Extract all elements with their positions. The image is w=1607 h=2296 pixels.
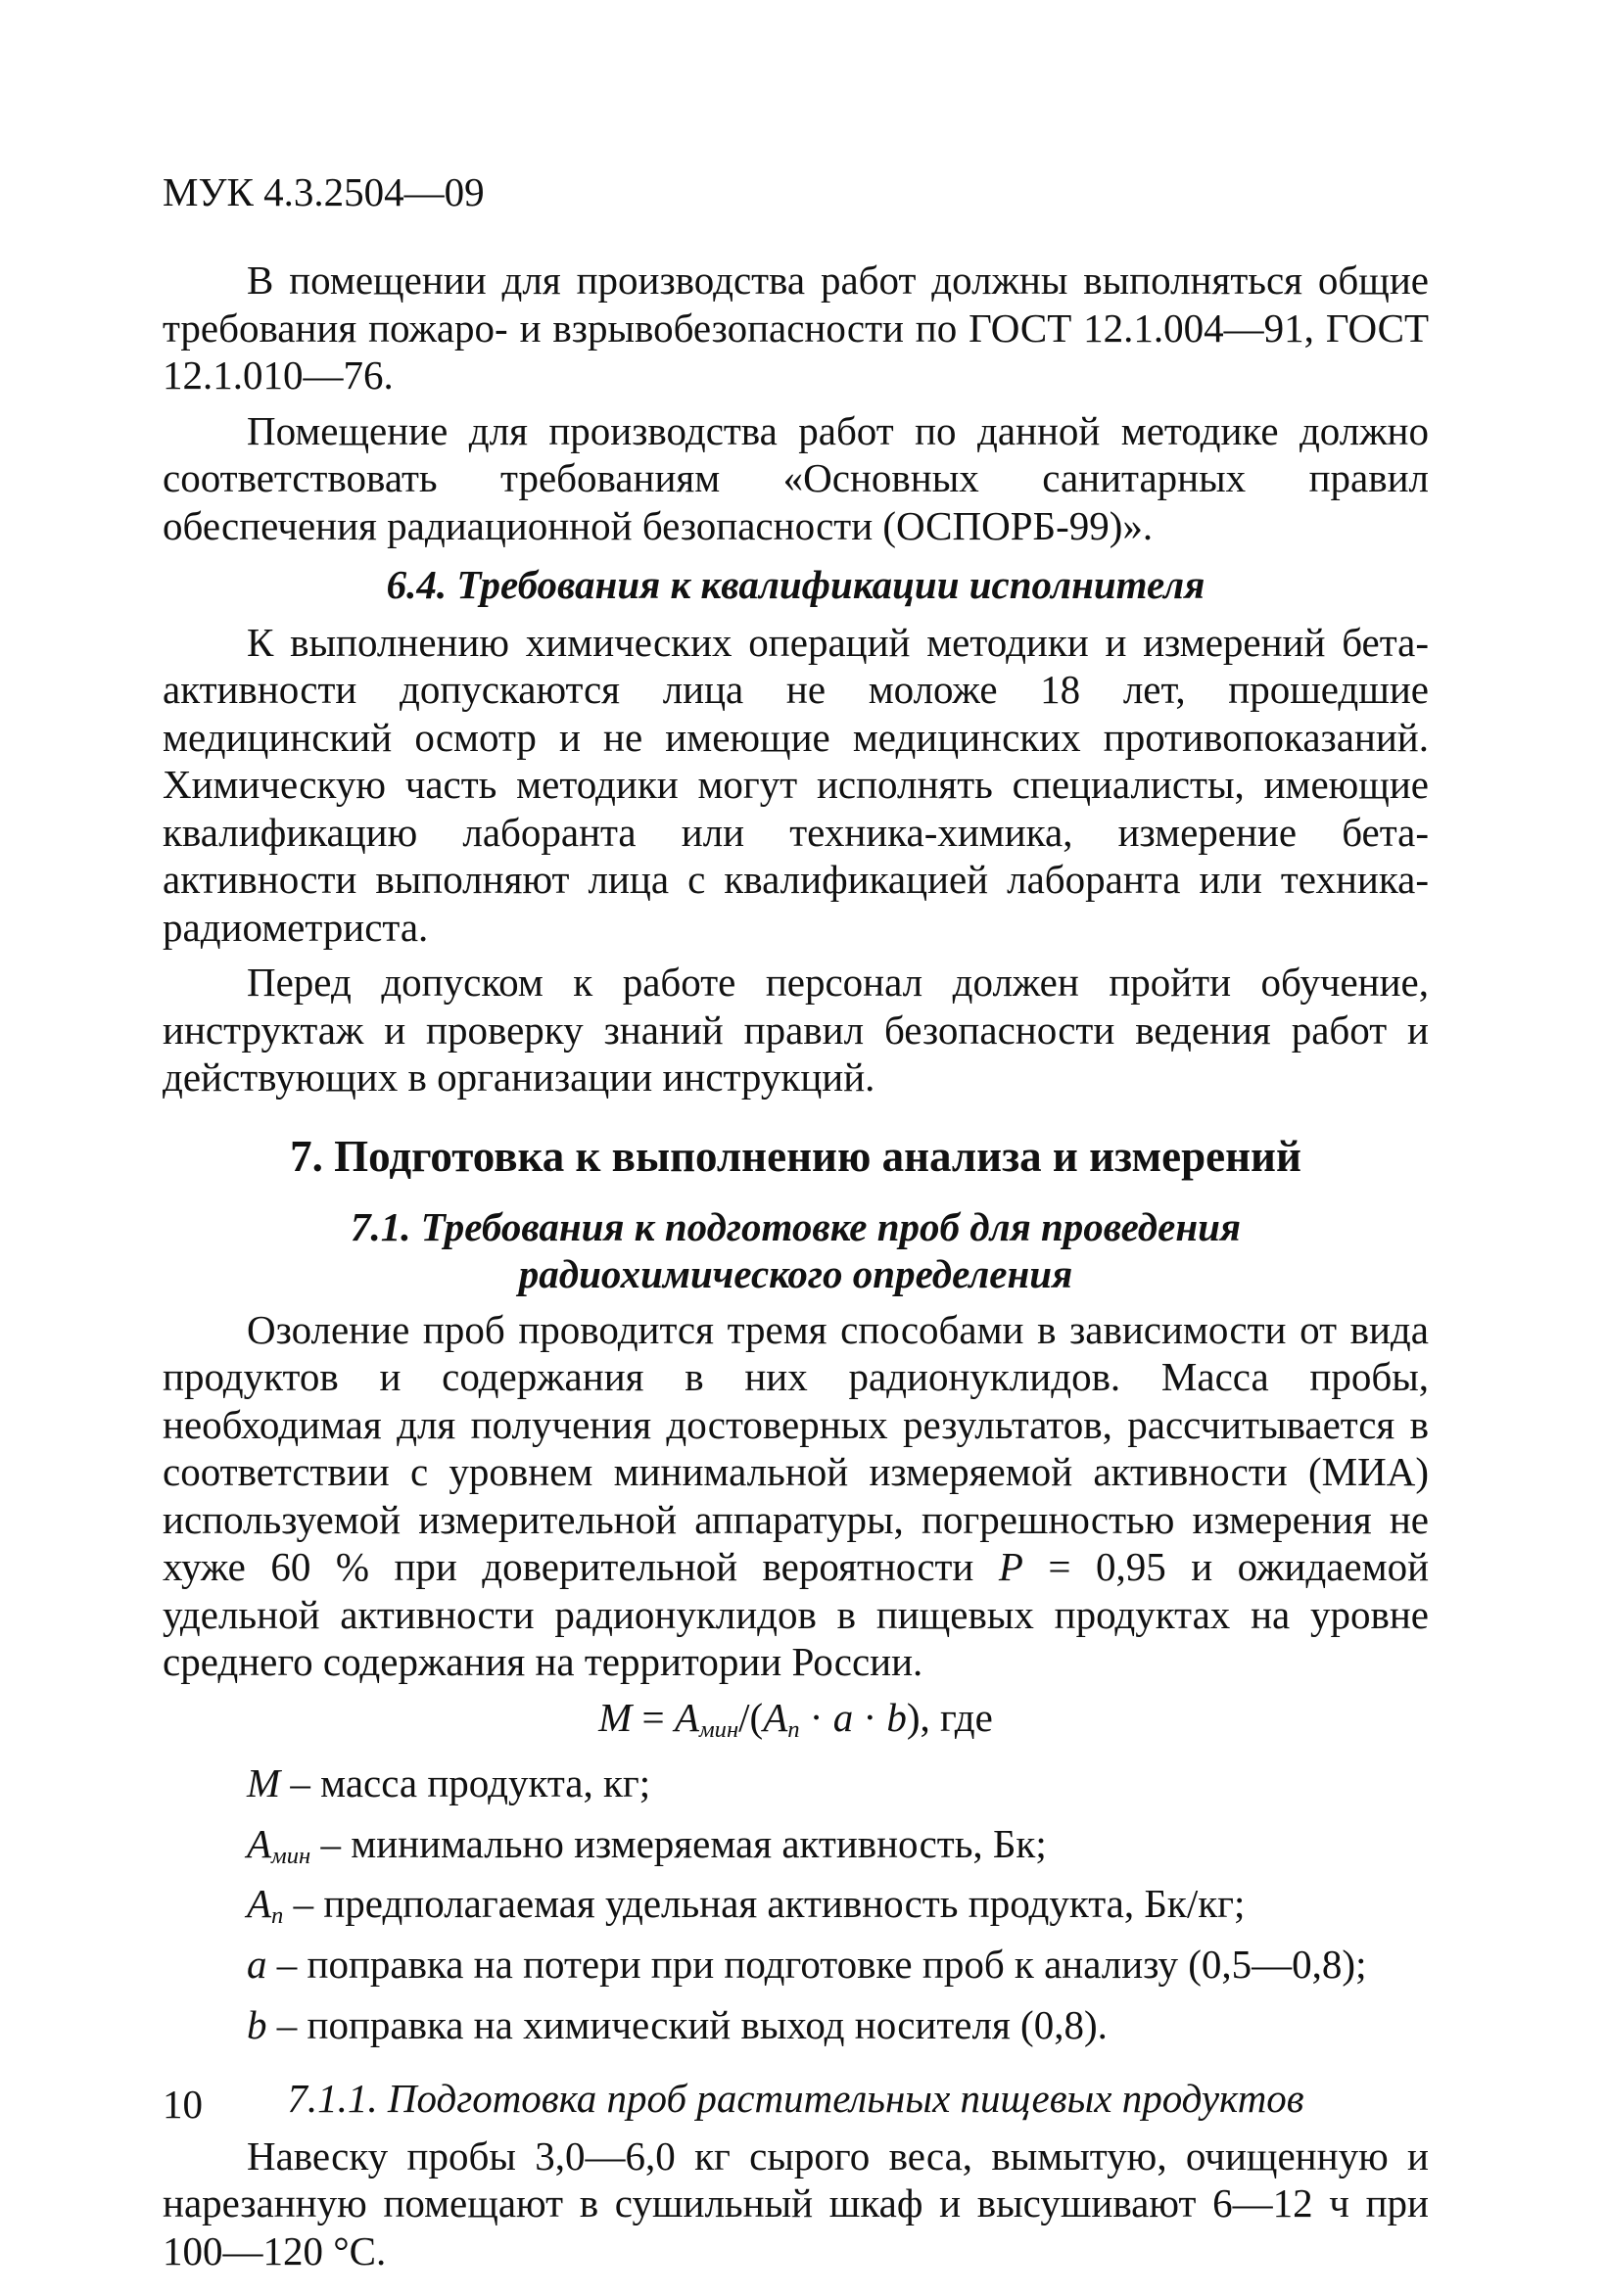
definition-b — [163, 2001, 1429, 2062]
paragraph-premises-requirements: Помещение для производства работ по данной методике должно соответствовать требованиям «Основных санитарных правил обеспечения радиационной безопасности (ОСПОРБ-99)». — [163, 407, 1429, 548]
definition-a-n — [163, 1880, 1429, 1941]
formula-definitions — [163, 1759, 1429, 2061]
definition-symbol: M — [247, 1760, 281, 1806]
definition-subscript: мин — [271, 1842, 311, 1869]
formula-close: ), где — [906, 1694, 993, 1740]
formula-open: /( — [738, 1694, 764, 1740]
paragraph-training: Перед допуском к работе персонал должен пройти обучение, инструктаж и проверку знаний правил безопасности ведения работ и действующих в организации инструкций. — [163, 960, 1429, 1100]
section-heading-7-1-1: 7.1.1. Подготовка проб растительных пищевых продуктов — [287, 2076, 1304, 2122]
section-heading-7: 7. Подготовка к выполнению анализа и измерений — [290, 1131, 1301, 1181]
page-content — [163, 257, 1429, 2274]
formula-m: M — [598, 1694, 633, 1740]
section-heading-7-1 — [163, 1203, 1429, 1298]
definition-text: – предполагаемая удельная активность продукта, Бк/кг; — [283, 1881, 1246, 1927]
formula-min-subscript: мин — [698, 1715, 739, 1743]
definition-text: – минимально измеряемая активность, Бк; — [310, 1820, 1047, 1866]
mass-formula — [163, 1694, 1429, 1755]
definition-text: – поправка на химический выход носителя (0,8). — [266, 2001, 1108, 2047]
paragraph-ashing-methods — [163, 1306, 1429, 1686]
section-heading-7-1-line1: 7.1. Требования к подготовке проб для проведения — [350, 1203, 1242, 1249]
document-code-header: МУК 4.3.2504—09 — [163, 169, 485, 214]
section-heading-7-1-line2: радиохимического определения — [518, 1251, 1073, 1296]
definition-a-min — [163, 1820, 1429, 1881]
definition-symbol: a — [247, 1942, 267, 1988]
formula-dot-1: · — [799, 1694, 833, 1740]
definition-subscript: п — [271, 1902, 284, 1930]
formula-eq: = — [632, 1694, 675, 1740]
definition-text: – масса продукта, кг; — [280, 1760, 651, 1806]
definition-a — [163, 1941, 1429, 2001]
ashing-text-start: Озоление проб проводится тремя способами в зависимости от вида продуктов и содержания в них радионуклидов. Масса пробы, необходимая для получения достоверных результатов, рассчитывается в соответствии с уровнем минимальной измеряемой активности (МИА) используемой измерительной аппаратуры, погрешностью измерения не хуже 60 % при доверительной вероятности — [163, 1306, 1429, 1589]
page-number: 10 — [163, 2082, 203, 2127]
probability-symbol: P — [998, 1544, 1023, 1589]
definition-text: – поправка на потери при подготовке проб к анализу (0,5—0,8); — [266, 1942, 1367, 1988]
definition-symbol: A — [247, 1881, 272, 1927]
definition-m — [163, 1759, 1429, 1820]
definition-symbol: A — [247, 1820, 272, 1866]
paragraph-sample-drying: Навеску пробы 3,0—6,0 кг сырого веса, вымытую, очищенную и нарезанную помещают в сушильный шкаф и высушивают 6—12 ч при 100—120 °С. — [163, 2132, 1429, 2273]
formula-a-n: A — [763, 1694, 788, 1740]
formula-b: b — [886, 1694, 907, 1740]
paragraph-fire-safety: В помещении для производства работ должны выполняться общие требования пожаро- и взрывобезопасности по ГОСТ 12.1.004—91, ГОСТ 12.1.010—76. — [163, 258, 1429, 398]
formula-n-subscript: п — [787, 1715, 800, 1743]
formula-dot-2: · — [853, 1694, 887, 1740]
formula-a-min: A — [674, 1694, 699, 1740]
paragraph-personnel-qualification: К выполнению химических операций методики и измерений бета-активности допускаются лица не моложе 18 лет, прошедшие медицинский осмотр и не имеющие медицинских противопоказаний. Химическую часть методики могут исполнять специалисты, имеющие квалификацию лаборанта или техника-химика, измерение бета-активности выполняют лица с квалификацией лаборанта или техника-радиометриста. — [163, 619, 1429, 950]
definition-symbol: b — [247, 2001, 267, 2047]
ashing-text-end: = 0,95 и ожидаемой удельной активности радионуклидов в пищевых продуктах на уровне среднего содержания на территории России. — [163, 1544, 1430, 1684]
section-heading-6-4: 6.4. Требования к квалификации исполнителя — [386, 562, 1205, 607]
formula-a: a — [832, 1694, 854, 1740]
